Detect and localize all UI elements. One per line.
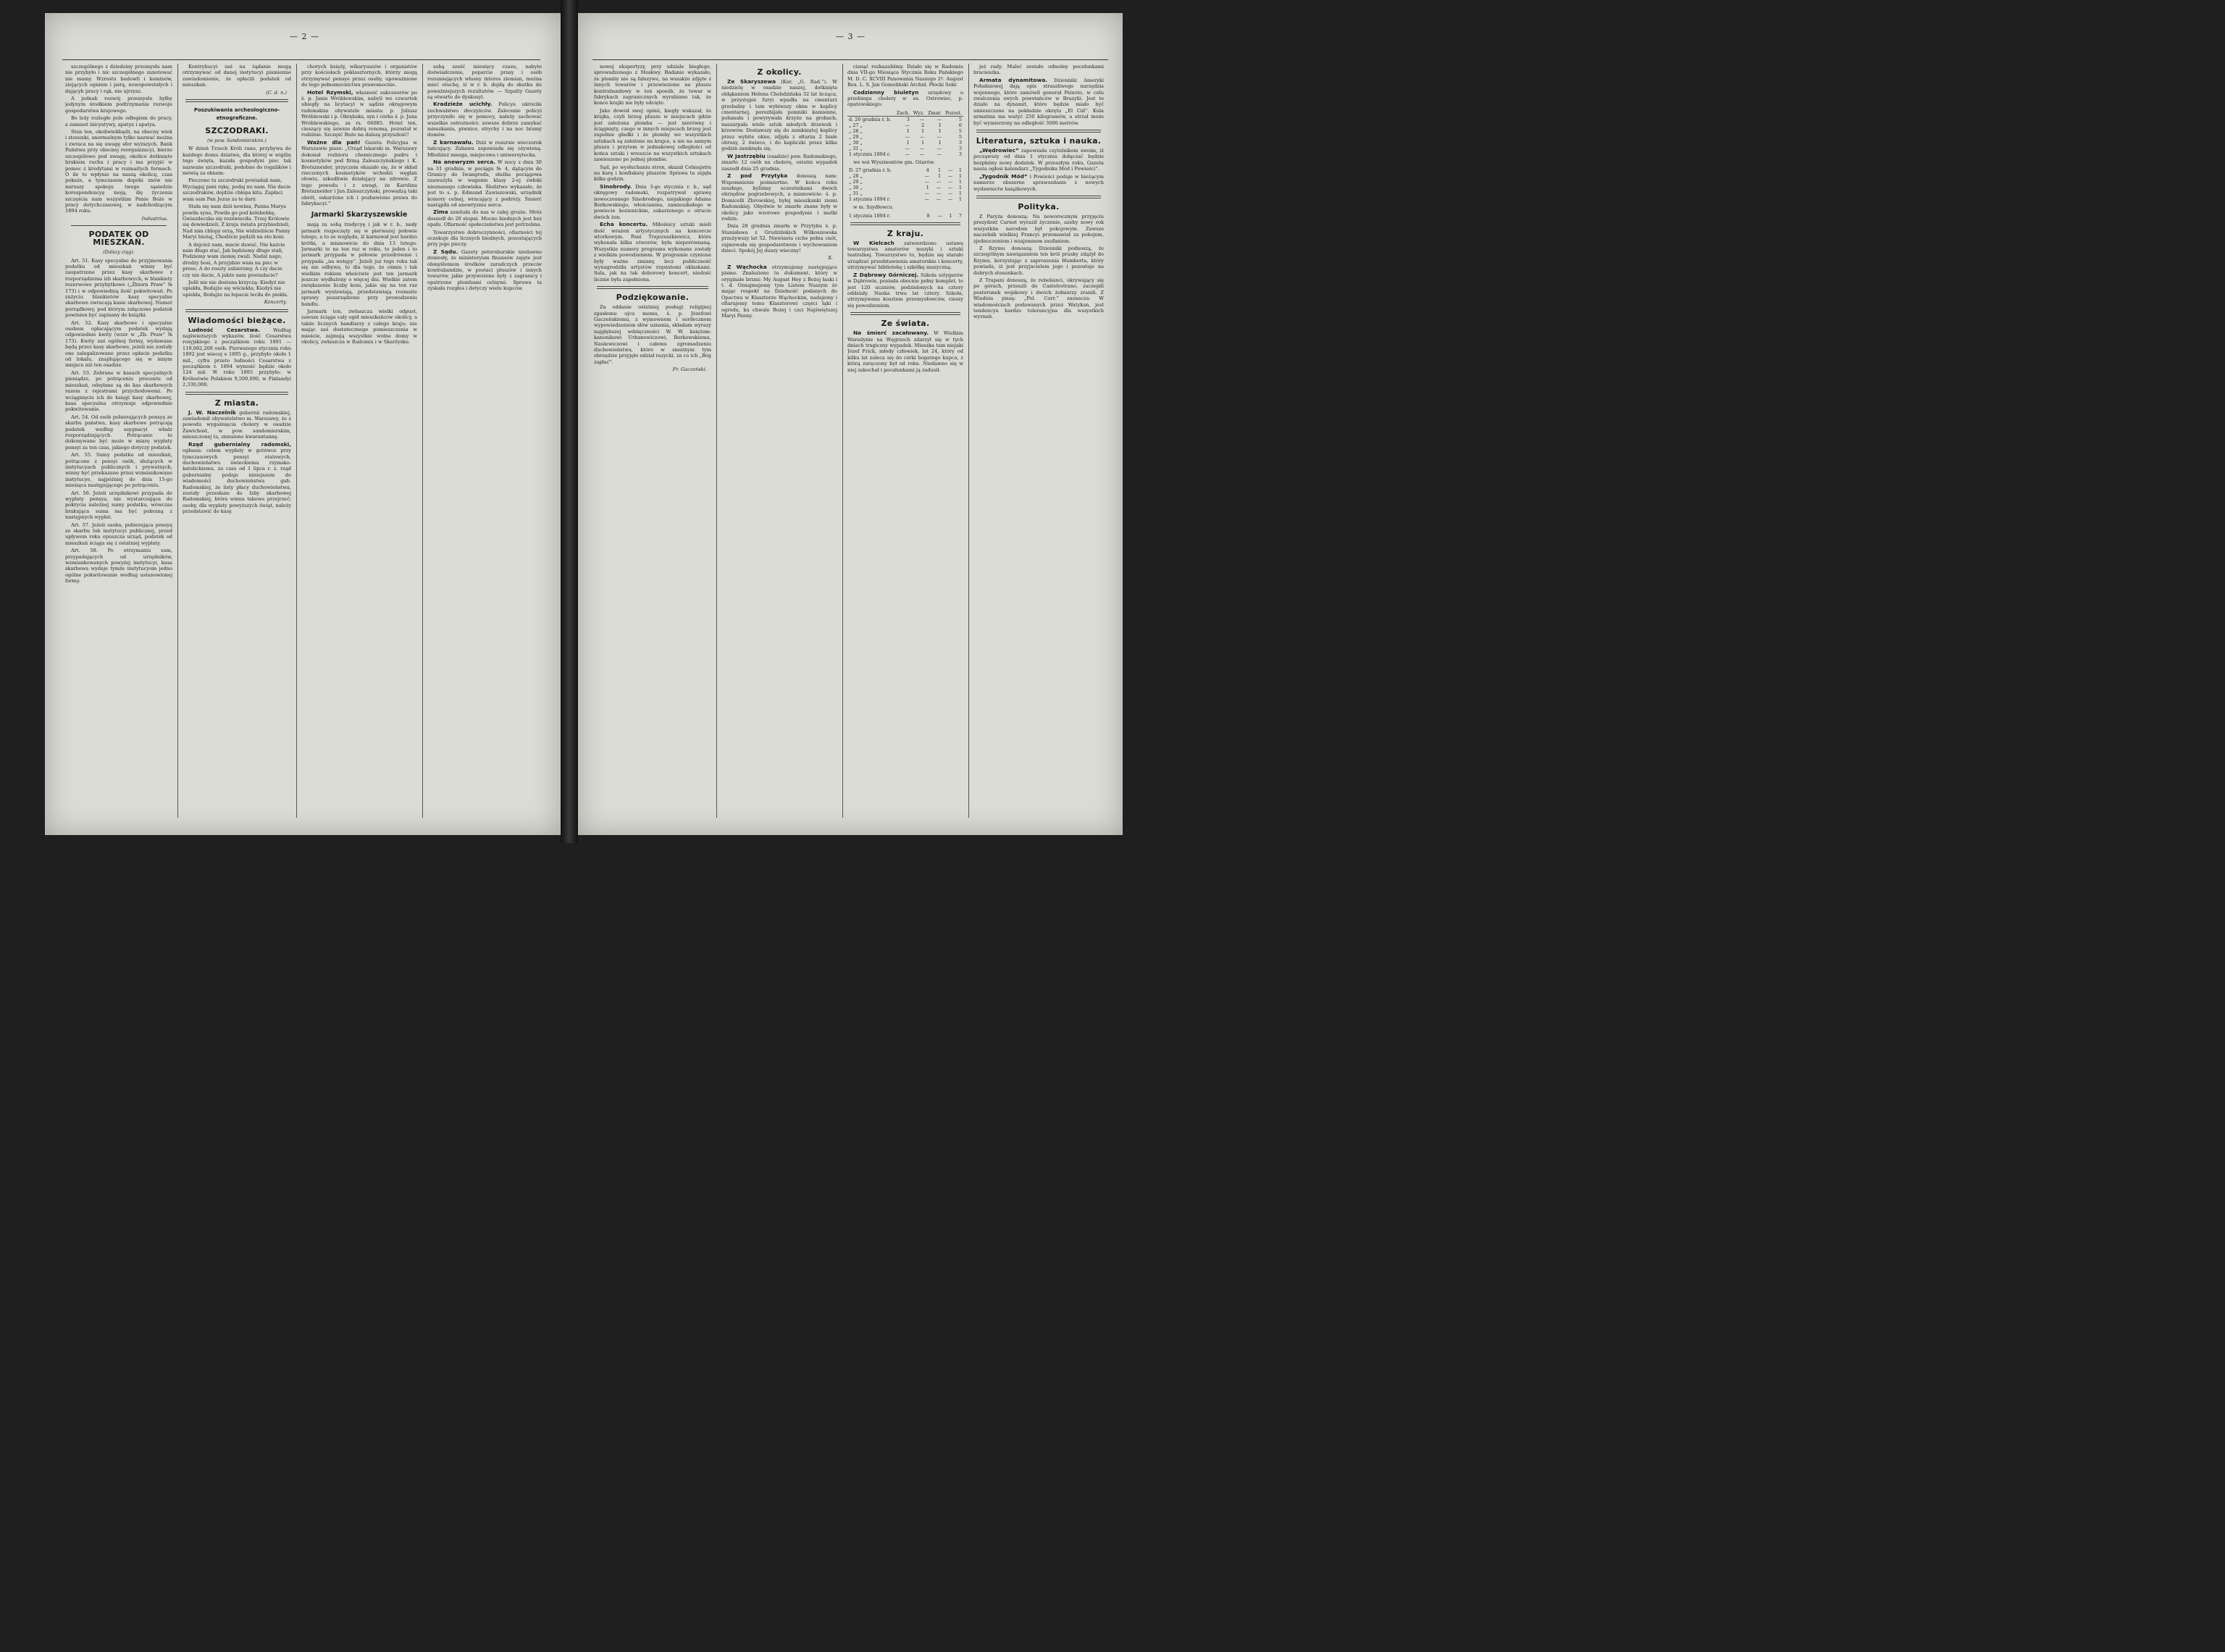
item-text: zapowiada czytelnikom swoim, iż począwszy od dnia 1 stycznia dołączać będzie bezpłatny nowy dodatek. W przeszłym roku, Gazeta nasza ogłosi kalendarz „Tygodnika Mód i Powieści”. [973,148,1104,172]
section-heading: Polityka. [1018,201,1060,211]
item-lead: Armata dynamitowa. [979,76,1048,83]
newspaper-spread [0,0,1136,843]
section-rule [71,225,167,226]
paragraph: cisnąć rozkazaliśmy. Działo się w Radomiu dnia VII-go Miesiąca Stycznia Roku Pańskiego M. D. C. XCVIII Panowania Naszego 2º. August Rex. L. S. Jan Gomoliński Archid. Płocki Sekr. [847,64,963,88]
header-rule [62,59,540,60]
paragraph: w m. Szydłowcu. [853,204,894,211]
item-text: Dzienniki Ameryki Południowej dają opis straszliwego narzędzia wojennego, które zamówił generał Peixoto, w celu zwalczenia swych powstańców w Brazylii. Jest to działo na dynamit, które będzie miało być umieszczone na pokładzie okrętu „El Cid”. Kula armatnia ma ważyć 250 kilogramów, a strzał może być wymierzony na odległość 3000 metrów. [973,77,1104,126]
paragraph: nowej ekspertyzy, przy udziale biegłego, sprowadzonego z Moskwy. Badanie wykazało, że plomby nie są fałszywe, na wszakże zdjęte z innych towarów i przewiezione na pluszu kontrabandowy w ten sposób, że towar w fabrykach zagranicznych wyrabiano tak, że konce krajki nie były odcięte. [594,64,711,106]
item-text: zatwierdzono ustawę towarzystwa amatorów muzyki i sztuki teatralnej. Towarzystwo to, będzie się starało urządzać przedstawienia amatorskie i koncerty, utrzymywać bibliotekę i szkółkę muzyczną. [847,240,963,271]
left-page [45,13,561,835]
item-lead: Codzienny biuletyn [853,88,919,96]
paragraph: Art. 56. Jeżeli urzędnikowi przypada do wypłaty pensya, nie wystarczająca do pokrycia należnej sumy podatku, wówczas brakująca suma ma być pobraną z następnych wypłat. [65,490,172,521]
table-row [847,128,963,134]
paragraph: Art. 54. Od osób pobierających pensyę ze skarbu państwa, kasy skarbowe potrącają podatek według asygnacyi władz rozporządzających. Potrącanie to dokonywane być może w miarę wypłaty pensyi za ten czas, jakiego dotyczy podatek. [65,414,172,450]
section-rule [185,392,288,395]
column-rule [296,64,297,818]
section-rule [976,130,1101,133]
table-row [847,213,963,219]
item-lead: J. W. Naczelnik [188,408,236,416]
section-heading: Jarmarki Skarzyszewskie [311,211,408,219]
table-date-cell: „ 30 „ [849,139,863,146]
section-rule [850,312,960,315]
item-lead: Hotel Rzymski, [307,88,353,96]
page-number-right: — 3 — [836,32,866,41]
item-lead: Ważne dla pań! [307,138,361,146]
table-cell: — [919,151,925,157]
item-text: Dnia 3-go stycznia r. b., sąd okręgowy radomski, rozpatrywał sprawę nowoczesnego Sinobrodego, niejakiego Adama Borkowskiego, włościanina, zamieszkałego w powiecie kozienickim, oskarżonego o otrucie dwóch żon. [594,183,711,220]
table-cell: — [936,145,942,151]
item-lead: Na anewryzm serca. [433,159,495,166]
column-rule [177,64,178,818]
item-text: Gazety petersburskie niedawno doniosły, że ministeryum finansów zajęte jest obmyśleniem środków zaradczych przeciw kontrabandzie, w postaci pluszów i innych towarów, jakie przywożone były z zagranicy i opatrzone plombami celnymi. Sprawa ta zyskała rozgłos i dotyczy wielu kupców. [427,248,542,292]
right-col-2 [721,64,837,821]
table-date-cell: „ 29 „ [849,133,863,140]
item-lead: Z pod Przytyka [727,172,788,180]
paragraph: mają za sobą tradycyę i jak w r. b., mały jarmark rozpoczęty się w pierwszej połowie lutego, a to ze względu, iż karnawał jest bardzo krótki, a mianowicie do dnia 13 lutego. Jarmarki te na ten raz w roku, to jeden i to jarmark przypada w półowie przedrównie i przypada „na wstępy”. Jeżeli już tego roku tak się nie odbywa, to dla tego, że ośmiu i tak wielkim rokiem właściwie jest ten jarmark jeszcze wydłużony o więcej dni. Wielkie zatem zwiększenie liczby koni, jakie się na ten raz jarmark wystawiają, przedstawiają rozmaite sprawy pozarządzone przy prowadzeniu handlu. [301,222,417,307]
table-cell: — [947,185,953,191]
item-text: W nocy z dnia 30 na 31 grudnia, w pociągu № 4, dążącym do Granicy do Iwangrodu, służba pociągowa zauważyła w wagonie klasy 2-ej zwłoki nieznanego człowieka. Śledztwo wykazało, że jest to s. p. Edmund Zawiszewski, urzędnik komory celnej, wracający z podróży. Śmierć nastąpiła od anewryzmu serca. [427,159,542,208]
paragraph: Za oddanie ostatniej posługi religijnej zgasłemu ojcu memu, ś. p. Józefowi Gaczeńskiemu, z wymownem i serdecznem wypowiedzeniem słów uznania, składam wyrazy najgłębszej wdzięczności W. W. księżom: kanonikowi Urbanowiczowi, Borkowskiemu, Naulewiczowi i całemu zgromadzeniu duchowieństwa, które w smutnym tym obrzędzie przyjęło udział razycki, za co ich „Bóg zapłać”. [594,304,711,365]
table-cell: 4 [926,167,929,174]
table-cell: — [936,185,942,191]
table-cell: — [924,179,929,185]
header-rule [592,59,1108,60]
table-row [847,140,963,146]
table-date-cell: D. 27 grudnia r. b. [849,167,892,174]
poem-stanza: A dajcież nam, macie dawać, Nie każcie nam długo stać, Jak będziemy długo stali, Podziemy wam ziemię zwali. Nadal nago, drodzy bosi, A przyjdzie wam na piec w proso, A do roszty zabierzmy, A czy dacie czy nie dacie, A jakże nam powiadacie? [183,241,285,278]
item-text: Szkoła sztygarów w Dąbrowie, posiada obecnie pełny komplet, to jest 120 uczniów, podzielonych na cztery oddziały. Nauka trwa lat cztery. Szkoła, utrzymywana kosztem przemysłowców, cieszy się powodzeniem. [847,272,963,309]
item-lead: Z Sądu. [433,248,458,255]
column-rule [968,64,969,818]
paragraph: Jako dowód swej opinii, biegły wskazał, że krajka, czyli brzeg pluszu w miejscach gdzie jest założona plomba — jest nierówny i ściągnięty, czego w innych miejscach brzeg jest zupełnie gładki i że plomby we wszystkich sztukach są założone na krajce, a nie na samym pluszu i przytem w jednakowej odległości od końca sztuki i wreszcie na wszystkich sztukach zawieszono po jednej plombie. [594,107,711,163]
column-rule [716,64,717,818]
paragraph: Dnia 28 grudnia zmarła w Przytyku ś. p. Stanisława z Grudzińskich Wilkoszewska przeżywszy lat 52. Niewiasta ciche pełna cnót, zajmowała się gospodarstwem i wychowaniem dzieci. Spokój Jej duszy wieczny! [721,223,837,253]
paragraph: Stan ten, okoliwiekbądź, na obecny wiek i stosunki, anormalnym tylko nazwać można i zwraca na się uwagę sfer wyższych. Bank Państwa przy obecnej reorganizacyi, bierze szczególowo pod uwagę, okolice dotknięte brakiem ruchu i pracy i ma przyjść w pomoc z kredytami w rozmaitych formach. O ile to wpłynie na naszą okolicę, czas pokaże, a tymczasem dopóki znów nie naruszy spokoju twego sąsiedzie korespondencyę moją, ślę życzenia szczęścia nam wszystkim Panie Boże w pracy dotychczasowej, w nadchodzącym 1894 roku. [65,129,172,214]
table-cell: 1 [958,190,962,197]
paragraph: Bo leży rozległe pole odłogiem do pracy, a zamiast inicyatywy, apatya i apatya. [65,115,172,127]
table-cell: — [936,151,942,157]
item-text: ogłasza: celem wypłaty w gotówce przy tymczasowych pensyi etatowych, duchowieństwu świeckiemu rzymsko-katolickiemu, za czas od 1 lipca r. z. rząd gubernialny podaje niniejszem do wiadomości duchowieństwa gub. Radomskiej, że listy płacy duchowieństwa, zostały przesłane do Izby skarbowej Radomskiej, która winna takowe przejrzeć; osoby, dla wypłaty powyższych świąt, należy przedstawić do kasy. [183,448,291,515]
table-cell: 1 [958,167,962,174]
section-rule [185,99,288,102]
item-text: (Kor. „G. Rad.”). W niedzielę w osadzie naszej, dotknięta obłąkaniem Helena Chebdzińska 32 lat licząca, w przystępie furyi wpadła na cmentarz grzebalny i tam wybiwszy okna w kaplicy cmentarnej, porozbijała pomniki kamienne, połamała i powyrywała krzyże na grobach, naszarpała wiele sztuk młodych drzewek i krzewów. Dostawszy się do zamkniętej kaplicy przez wybite okno, zdjęła z ołtarza 2 białe obrusy, 2 świece, i do kapliczki przez kilka godzin zamknęła się. [721,79,837,152]
table-date-cell: d. 26 grudnia r. b. [849,116,892,122]
section-heading: Literatura, sztuka i nauka. [976,136,1102,146]
table-cell: — [924,196,929,203]
table-cell: 1 [921,127,925,134]
item-text: zawitała do nas w całej grozie. Mróz doszedł do 20 stopni. Mocno biednych jest bez opału. Ofiarność społeczeństwa jest potrzebna. [427,209,542,228]
signature: Koncerty. [264,299,287,306]
section-subheading: (w pow. Sandomierskim.) [207,138,267,144]
table-cell: — [905,122,910,128]
item-text: urzędowy o przebiegu cholery w os. Ostrowiec, p. opatowskiego: [847,89,963,108]
left-col-3 [301,64,417,821]
section-heading: Z okolicy. [757,67,802,77]
table-cell: 5 [958,127,962,134]
table-cell: 1 [938,173,942,180]
table-cell: 3 [958,151,962,157]
table-date-cell: „ 29 „ [849,179,863,185]
paragraph: we wsi Wyszmontów gm. Ożarów. [853,159,935,165]
table-cell: — [947,196,953,203]
paragraph: sobą sześć miesięcy czasu, nabyte doświadczenie, poparcie prasy i osób rozumiejących własny interes ziemian, można mieć otuchę, iż w r. b. dojdą do skutku do poważniejszych rezultatów. — Szpalty Gazety są otwarte do dyskusyi. [427,64,542,101]
table-cell: 1 [958,185,962,191]
table-cell: — [947,167,953,174]
item-lead: Z Dąbrowy Górniczej. [853,271,919,278]
section-rule [976,196,1101,198]
item-lead: Na śmierć zacałowany. [853,330,929,337]
item-lead: Z karnawału. [433,138,474,146]
table-date-cell: 1 stycznia 1894 r. [849,196,891,203]
table-date-cell: „ 28 „ [849,127,863,134]
table-cell: 5 [958,116,962,122]
page-number-left: — 2 — [290,32,319,41]
section-heading: Ze świata. [881,319,930,329]
section-rule [597,286,708,289]
table-date-cell: „ 28 „ [849,173,863,180]
table-date-cell: „ 31 „ [849,190,863,197]
paragraph: A jednak rozwój przemysłu byłby jedynym środkiem podtrzymania rozwoju gospodarstwa krajowego. [65,96,172,114]
table-row [847,116,963,122]
table-cell: 1 [938,139,942,146]
table-cell: — [947,190,953,197]
left-col-4 [427,64,542,821]
table-cell: 1 [958,179,962,185]
table-date-cell: „ 30 „ [849,185,863,191]
poem-stanza: Jeśli nie nie dostana krzyczą: Kiedyż nie upiekła, Bodajże się wściekła; Kiedyś nie upiekła, Bodajże na łopacie leciła do piekła. [183,279,289,298]
right-page [578,13,1123,835]
column-header: Pozost. [943,110,963,117]
paragraph: szczególnego z dziedziny przemysłu nam nie przybyło i nic szczególnego zanotować nie mamy. Wzrostu budowli i kominów, ziejących ogniem i parą, nowopowstałych i dającyh pracy i rąk, nie ujrzysz. [65,64,172,94]
item-lead: Zima [433,209,448,216]
table-cell: — [919,116,925,122]
table-cell: 5 [958,133,962,140]
item-lead: Ze Skaryszewa [727,78,776,85]
signature: X. [828,255,833,261]
table-row [847,196,963,202]
section-heading: Poszukiwania archeologiczno-etnograficzne. [193,107,280,122]
item-text: i Powieści podaje w bieżącym numerze obszerne sprawozdanie z nowych wydawnictw książkowych. [973,173,1104,192]
cholera-table-ostrowiec [847,110,963,157]
item-text: gubernii radomskiej, zawiadomił obywatelstwo m. Warszawy, że z powodu wygaśnięcia cholery w osadzie Zawichost, w pow. sandomierskim, mieszczonej ta, zniesiono kwarantannę. [183,409,291,440]
paragraph: Towarzystwo dobroczynności, ofiarności tej oczekuje dla licznych biednych, pozostających przy jego pieczy. [427,229,542,248]
paragraph: Kontrybucyi zaś na żądanie mogą otrzymywać od danej instytucyi pismienne zawiadomienie, że opłacili podatek od mieszkań. [183,64,291,88]
table-row [847,122,963,128]
section-heading: Podziękowanie. [616,293,690,303]
left-col-2 [183,64,291,821]
table-cell: 1 [938,127,942,134]
table-cell: 3 [958,145,962,151]
table-row [847,146,963,151]
table-cell: 1 [958,173,962,180]
continuation-note: (C. d. n.) [266,89,287,96]
poem-stanza: Stała się nam dziś nowina, Panna Marya powiła syna, Powiła go pod kolebeńkę, Gwiazdeczka się rozświeciła. Trzej Królowie się dowiedzieli, Z kraju świata przybiedzieli, Nad nim chłopy orzą, Nie widzieliście Panny Maryi bieżaj, Chodźcie pędzili na sto koni. [183,204,290,240]
item-text: Policya ukróciła zuchwalstwo złoczyńców. Zalecenie policyi przyczyniło się w pomocy, należy zachować wszelkie ostrożności: zawsze dobrze zamykać mieszkania, piwnice, strychy i na noc bramy domów. [427,101,542,138]
paragraph: Sąd, po wysłuchaniu stron, skazał Celmajstra na karę i konfiskatę pluszów. Sprawa ta zajęła kilka godzin. [594,164,711,183]
table-cell: 1 [926,185,929,191]
table-header-row [847,110,963,117]
item-lead: „Wędrowiec” [979,147,1019,154]
table-cell: 2 [921,122,925,128]
item-lead: W Jastrzębiu [727,152,766,159]
table-row [847,185,963,190]
section-heading: Z kraju. [887,228,924,238]
column-header: Zach. [894,110,911,117]
table-cell: 1 [906,139,910,146]
table-cell: — [924,190,929,197]
table-cell: — [947,179,953,185]
poem-stanza: Pieczono tu szczodraki powiadali nam, Wyciągaj pani rękę, podaj no nam. Nie dacie szczodraków, dojdzie chłopa kita. Zapłaci wam sam Pan Jezus za te dary. [183,177,291,202]
book-gutter [561,0,578,843]
paragraph: chorych księży, wikaryuszów i organistów przy kościołach poklasztornych, którzy mogą otrzymywać pensye przez osoby, upoważnione do tego pełnomocnictwa prawomocnie. [301,64,417,88]
item-lead: W Kielcach [853,239,894,246]
paragraph: Z Trapani donoszą, że rebelianci, ukrywający się po górach, przeszli do Castelvetrano, zaczepili posterunek wojskowy i dwóch żołnierzy zranili. Z Wiednia piszą: „Pol. Corr.” zaznacza: W wiadomościach podawanych przez Watykan, jest tendencya bardzo tolerancyjna dla wszystkich wyznań. [973,277,1104,320]
table-cell: — [936,190,942,197]
section-rule [185,309,288,312]
table-cell: 1 [938,122,942,128]
table-cell: 1 [958,196,962,203]
table-cell: — [936,133,942,140]
item-lead: Ludność Cesarstwa. [188,326,260,333]
right-col-4 [973,64,1104,821]
table-row [847,134,963,140]
cholera-table-wyszmontow [847,167,963,202]
item-text: Dziś w resursie wieczorek tańcujący. Zabawa zapowiada się ożywioną. Młodzież mnoga, miejscowa i uniwersytecka. [427,139,542,158]
item-text: własność sukcesorów po ś. p. Janie Wróblewskim, nabyli we czwartek ubiegły na licytacyi w sądzie okręgowym radomskim obywatele miasta: p. Juliusz Wróblewski i p. Obrębska, syn i córka ś. p. Jana Wróblewskiego, za rs. 66085. Hotel ten, cieszący się zawsze dobrą renomą, pozostał w rodzinie. Szczęść Boże na dalszą przyszłość! [301,89,417,138]
table-cell: 1 [921,139,925,146]
table-cell: 8 [926,212,930,219]
section-subheading: (Dalszy ciąg). [103,249,135,256]
table-date-cell: 1 stycznia 1894 r. [849,151,891,157]
table-cell: 6 [958,122,962,128]
table-row [847,167,963,173]
table-date-cell: „ 31 „ [849,145,863,151]
table-row [847,173,963,179]
item-text: W Wielkim Waradynie na Węgrzech zdarzył się w tych dniach tragiczny wypadek. Mieszka tam niejaki Józef Frick, młody człowiek, lat 24, który od kilku lat zaleca się do córki bogatego kupca, z którą zaręczony był od roku. Niedawno się w niej zakochał i pocałunkami ją zadusił. [847,330,963,373]
item-lead: Echa koncertu. [600,221,648,228]
column-header: Zmar. [926,110,943,117]
section-rule [850,222,960,225]
table-cell: — [947,173,953,180]
table-cell: 3 [958,139,962,146]
table-cell: 3 [906,116,910,122]
item-text: Gazeta Policyjna w Warszawie pisze: „Urząd lekarski m. Warszawy dokonał rozbioru chemicznego pudru i kosmetyków pod firmą Zaleszczyńskiego i K. Bretszneider, przyczem okazało się, że w skład rzeczonych kosmetyków wchodzi węglan ołowiu, szkodliwie działający na zdrowie. Z tego powodu i z uwagi, że Karolina Bretszneider i Jan Zaleszczyński, prowadzą taki obrót, oskarżono ich i pozbawiono prawa do fabrykacyi.” [301,139,417,206]
table-cell: — [936,179,942,185]
item-text: donoszą nam: Wspomnienie pośmiertne. W końcu roku zeszłego, byliśmy uczestnikami dwóch obrzędów pogrzebowych, a mianowicie: ś. p. Domicelli Zbrowskiej, byłej mieszkanki ziemi Radomskiej. Obydwie te zmarłe znane były w okolicy jako wzorowe gospodynie i matki rodzin. [721,173,837,222]
item-text: Według najświeższych wykazów, ilość Cesarstwa rosyjskiego z początkiem roku 1891 — 119,082,208 osób. Pierwszego stycznia roku 1892 jest wiecej o 1895 g., przybyło około 1 mil., cyfra przeto ludności Cesarstwa z początkiem r. 1894 wynosić będzie około 124 mil. W roku 1893 przybyło: w Królestwie Polskiem 9,500,000, w Finlandyi 2,330,000. [183,327,291,388]
table-cell: — [919,133,925,140]
table-row [847,190,963,196]
section-heading: Z miasta. [214,398,259,408]
section-heading: SZCZODRAKI. [205,126,269,136]
table-cell: 1 [906,127,910,134]
right-col-3 [847,64,963,821]
paragraph: Z Rzymu donoszą: Dzienniki podnoszą, że szczególnym nawiązaniem ten król prusky zdążył do Rzymu, korzystając z zaproszenia Humberta, który powiada, iż jest przyjacielem jego i pozostaje na dobrych stosunkach. [973,245,1104,276]
paragraph: Art. 57. Jeżeli osoba, pobierająca pensyę ze skarbu lub instytucyi publicznej, przed upływem roku opuszcza urząd, podatek od mieszkań ściąga się z ostatniej wypłaty. [65,521,172,546]
table-cell: — [936,196,942,203]
section-heading: PODATEK OD MIESZKAŃ. [88,230,149,248]
column-rule [422,64,423,818]
paragraph: W dzień Trzech Króli rano, przybywa do każdego domu dziatwa, dla której w wigilię tego święta, kazała gospodyni piec tak nazwane szczodraki, podobne do rogalików i mówią za oknem: [183,146,291,177]
paragraph: Art. 52. Kasy skarbowe i specyalne osobom opłacającym podatek wydają odpowiednie kwity (wzór w „Zb. Praw” № 173). Kwity zaś ogólnej formy, wydawane będą przez kasy skarbowe, jeżeli nie zostały one zalegalizowane przez opłacie podatku od lokalu, znajdującego się w innym miejscu niż ten osadzie. [65,319,172,369]
table-cell: — [905,151,910,157]
paragraph: jeż rady. Maleć zostało odnośny pocałunkami bracieszka. [973,64,1104,76]
table-cell: 1 [938,167,942,174]
table-cell: — [905,145,910,151]
table-cell: 1 [949,212,952,219]
signature: Industrius. [141,215,168,222]
column-header: Wyz. [911,110,926,117]
signature: Fr. Gaczeński. [672,366,707,373]
table-cell: — [924,173,929,180]
cholera-table-szydlowiec [847,213,963,219]
item-lead: Z Wąchocka [727,263,767,270]
item-text: Miłośnicy sztuki mieli dość wrażeń artystycznych na koncercie wtorkowym. Pani Trajezuszkiewicz, która wykonała kilka utworów, była nieporównaną. Wszystkie numery programu wykonane zostały z wielkim powodzeniem. W programie czynione były ważne zmiany, lecz publiczność wynagrodziła artystów rzęsistemi oklaskami. Sala, jak na tak doborowy koncert, niedość licznie była zapełniona. [594,222,711,282]
table-cell: — [937,212,942,219]
paragraph: Art. 51. Kasy specyalne do przyjmowania podatku od mieszkań winny być zaopatrzone przez kasy skarbowe z rozporządzenia izb skarbowych, w blankiety rezerwowe przybytkowe („Zbiorn Praw” № 173) i w odpowiednią ilość pokwitowań. Po zużyciu blankietów kasy specyalne skarbowe zwracają kasie skarbowej. Numer porządkowy, pod którym załączono podatek powinien być zapisany do książki. [65,257,172,319]
table-cell: — [919,145,925,151]
paragraph: Z Paryża donoszą: Na noworocznym przyjęciu prezydent Carnot wyraził życzenie, azeby nowy rok wszystkim narodom był pokojowym. Zawsze naczelnik wielkiej Francyi przemawiał za pokojem, zjednoczeniem i wzajemnem zaufaniem. [973,213,1104,244]
table-date-cell: 1 stycznia 1894 r. [849,212,891,219]
paragraph: Art. 53. Zebrane w kasach specyalnych pieniądze, po potrąceniu procentu od mieszkań, odsyłane są do kas skarbowych razem z rejestrami przychodowemi. Po wciągnięciu ich do księgi kasy skarbowej, kasa specyalna otrzymuje odpowiednie pokwitowanie. [65,369,172,413]
item-lead: „Tygodnik Mód” [979,172,1028,180]
right-col-1 [594,64,711,821]
table-cell: — [905,133,910,140]
item-lead: Rząd gubernialny radomski, [188,440,291,448]
paragraph: Art. 58. Po otrzymaniu sum, przypadających od urzędników, wzmiankowanych powyżej instytucyi, kasa skarbowa wydaje tymże instytucyom jedno ogólne pokwitowanie według ustanowionej formy. [65,548,172,584]
table-row [847,179,963,185]
column-rule [842,64,843,818]
item-lead: Sinobrody. [600,183,632,190]
paragraph: Jarmark ten, zwłaszcza wielki odpust, zawsze ściąga cały ogół mieszkańców okolicy, a także licznych handlarzy z całego kraju; nie mając zaś dostatecznego pomieszczenia w mieście, zajmują wszystkie wolne domy w okolicy, zwłaszcza w Radomiu i w Skarżysku. [301,309,417,345]
table-cell: 7 [958,212,962,219]
section-heading: Wiadomości bieżące. [188,315,286,325]
item-text: otrzymujemy następujące pismo. Znaleziono tu dokument, który w oryginale brzmi: My August Hey z Bożej łaski i t. d. Oznajmujemy tym Listem Naszym że mając respekt na Dzielność podanych do Opactwa w Klasztorze Wąchockim, nadajemy i ofiarujemy temu Klasztorowi części łąki i ogrodu, ku chwale Bożej i czci Najświętszej Maryi Panny. [721,264,837,319]
table-cell: — [936,116,942,122]
paragraph: Art. 55. Sumy podatku od mieszkań, potrącone z pensyi osób, służących w instytucyach publicznych i prywatnych, winny być przekazane przez wzmiankowane instytucye, najpóźniej do dnia 15-go miesiąca następującego po potrąceniu. [65,452,172,489]
item-text: (osadzie) pow. Radomskiego, zmarło 12 osób na cholerę, ostatni wypadek zaszedł dnia 25 grudnia. [721,153,837,172]
table-date-cell: „ 27 „ [849,122,863,128]
item-lead: Kradzieże ucichły. [433,101,493,108]
table-row [847,151,963,157]
left-col-1 [65,64,172,821]
